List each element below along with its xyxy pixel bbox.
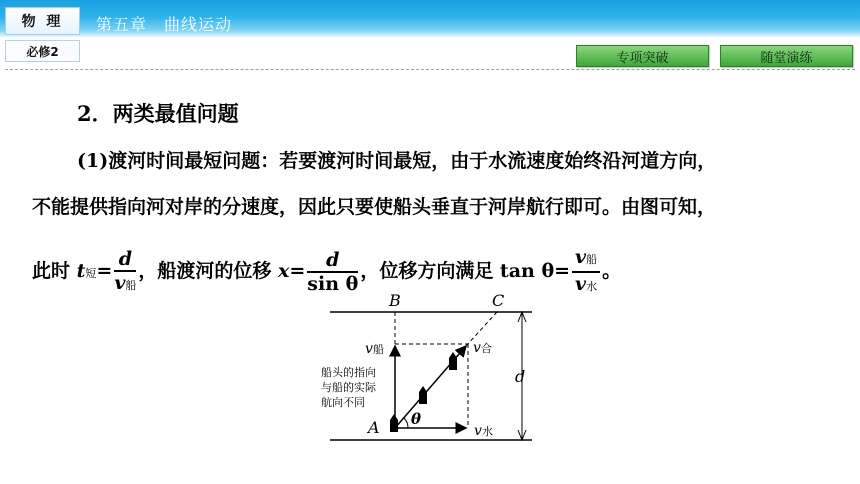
equals-1: = [96,260,113,282]
frac1-numerator: d [114,248,136,272]
paragraph-1: (1)渡河时间最短问题：若要渡河时间最短，由于水流速度始终沿河道方向， [77,150,717,172]
label-v-boat: v [365,341,373,357]
para3-mid2: ，位移方向满足 tan θ= [360,260,571,282]
para3-end: 。 [602,260,622,282]
label-theta: θ [411,410,422,428]
class-practice-button[interactable]: 随堂演练 [720,45,853,67]
label-v-water-sub: 水 [482,425,493,438]
frac1-den-sub: 船 [125,278,137,292]
label-v-total: v [473,340,481,356]
frac2-numerator: d [307,249,358,273]
theta-arc [404,418,408,428]
book-tab: 必修2 [5,40,80,62]
label-c: C [492,291,505,310]
chapter-title: 第五章 曲线运动 [96,15,233,34]
note-line-2: 与船的实际 [321,381,376,394]
subject-tab: 物 理 [5,7,80,35]
special-topic-button[interactable]: 专项突破 [576,45,709,67]
paragraph-2: 不能提供指向河对岸的分速度，因此只要使船头垂直于河岸航行即可。由图可知， [32,196,717,218]
frac3-den-sub: 水 [586,280,598,293]
label-d: d [515,367,526,386]
x-symbol: x [278,260,290,282]
equals-2: = [289,260,306,282]
frac3-num-v: v [575,246,587,268]
t-symbol: t [76,260,86,282]
boat-icon-a [390,414,398,432]
dashed-path-to-c [466,312,497,346]
frac3-den-v: v [575,273,587,295]
note-line-1: 船头的指向 [321,366,376,379]
para3-mid: ，船渡河的位移 [138,260,272,282]
frac2-denominator: sin θ [307,273,359,295]
frac3-num-sub: 船 [586,253,598,266]
label-b: B [389,291,401,310]
label-v-total-sub: 合 [481,342,492,355]
boat-icon-mid [419,386,427,404]
label-v-boat-sub: 船 [373,343,384,356]
frac1-den-v: v [114,271,126,294]
t-subscript: 短 [85,267,97,280]
section-heading: 2．两类最值问题 [77,101,239,126]
label-a: A [368,418,380,437]
boat-icon-top [449,352,457,370]
note-line-3: 航向不同 [321,396,365,409]
para3-prefix: 此时 [32,260,71,282]
label-v-water: v [474,423,482,439]
